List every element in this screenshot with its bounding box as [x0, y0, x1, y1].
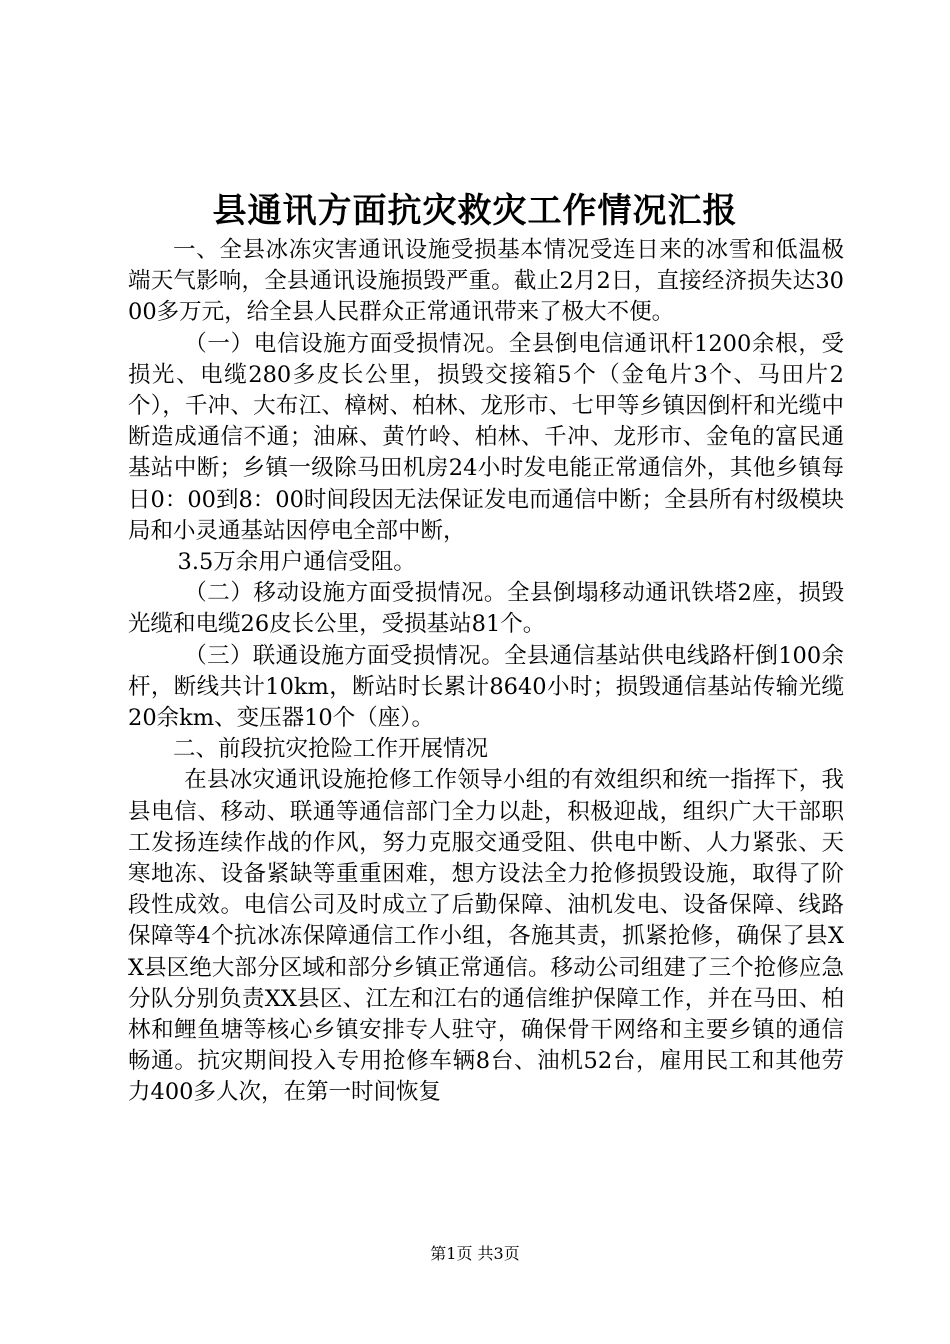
paragraph-telecom-damage: （一）电信设施方面受损情况。全县倒电信通讯杆1200余根，受损光、电缆280多皮长公里，损毁交接箱5个（金龟片3个、马田片2个），千冲、大布江、樟树、柏林、龙形市、七甲等乡镇因倒杆和光缆中断造成通信不通；油麻、黄竹岭、柏林、千冲、龙形市、金龟的富民通基站中断；乡镇一级除马田机房24小时发电能正常通信外，其他乡镇每日0：00到8：00时间段因无法保证发电而通信中断；全县所有村级模块局和小灵通基站因停电全部中断， [128, 330, 844, 544]
document-title: 县通讯方面抗灾救灾工作情况汇报 [212, 191, 738, 231]
paragraph-rescue-work: 在县冰灾通讯设施抢修工作领导小组的有效组织和统一指挥下，我县电信、移动、联通等通信部门全力以赴，积极迎战，组织广大干部职工发扬连续作战的作风，努力克服交通受阻、供电中断、人力紧张、天寒地冻、设备紧缺等重重困难，想方设法全力抢修损毁设施，取得了阶段性成效。电信公司及时成立了后勤保障、油机发电、设备保障、线路保障等4个抗冰冻保障通信工作小组，各施其责，抓紧抢修，确保了县XX县区绝大部分区域和部分乡镇正常通信。移动公司组建了三个抢修应急分队分别负责XX县区、江左和江右的通信维护保障工作，并在马田、柏林和鲤鱼塘等核心乡镇安排专人驻守，确保骨干网络和主要乡镇的通信畅通。抗灾期间投入专用抢修车辆8台、油机52台，雇用民工和其他劳力400多人次，在第一时间恢复 [128, 767, 844, 1106]
paragraph-affected-users: 3.5万余用户通信受阻。 [177, 549, 416, 576]
section-heading-rescue-work: 二、前段抗灾抢险工作开展情况 [173, 736, 489, 763]
paragraph-mobile-damage: （二）移动设施方面受损情况。全县倒塌移动通讯铁塔2座，损毁光缆和电缆26皮长公里，受损基站81个。 [128, 580, 844, 638]
paragraph-unicom-damage: （三）联通设施方面受损情况。全县通信基站供电线路杆倒100余杆，断线共计10km，断站时长累计8640小时；损毁通信基站传输光缆20余km、变压器10个（座）。 [128, 642, 844, 732]
page-footer: 第1页 共3页 [430, 1244, 520, 1263]
document-body [128, 235, 844, 1109]
paragraph-overview: 一、全县冰冻灾害通讯设施受损基本情况受连日来的冰雪和低温极端天气影响，全县通讯设施损毁严重。截止2月2日，直接经济损失达3000多万元，给全县人民群众正常通讯带来了极大不便。 [128, 237, 844, 326]
